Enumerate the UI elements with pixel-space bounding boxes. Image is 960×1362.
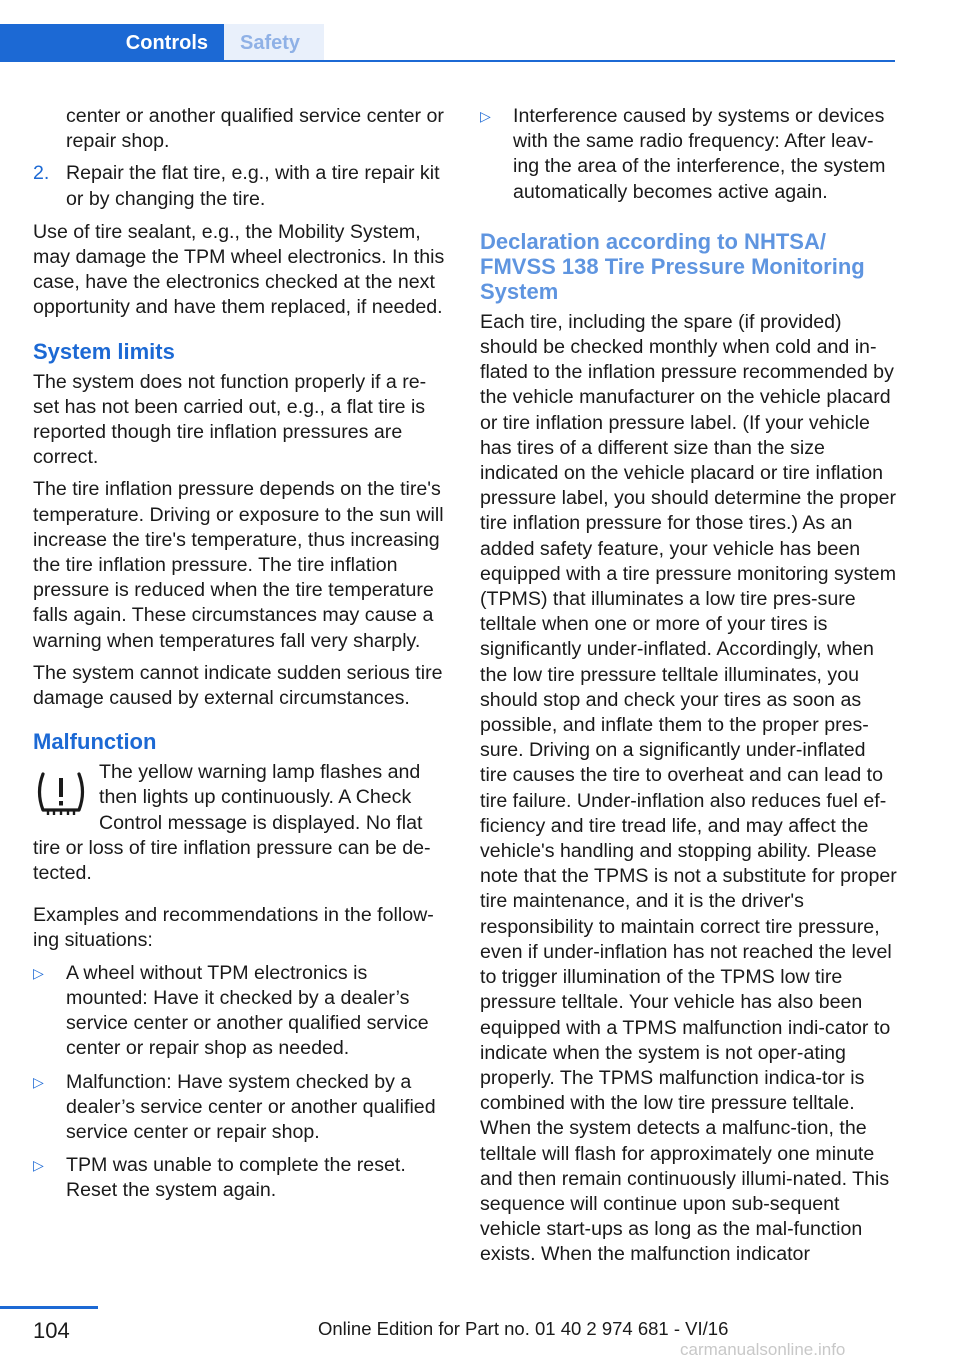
left-column: [33, 104, 451, 1212]
watermark: carmanualsonline.info: [680, 1340, 846, 1359]
paragraph-tire-sealant: Use of tire sealant, e.g., the Mobility System, may damage the TPM wheel electronics. In this case, have the electronics checked at the next opportunity and have them replaced, if needed.: [33, 220, 445, 319]
item-text: Repair the flat tire, e.g., with a tire repair kit or by changing the tire.: [66, 162, 440, 210]
bullet-triangle-icon: ▷: [33, 1073, 44, 1090]
footer-divider: [0, 1306, 98, 1309]
heading-declaration: Declaration according to NHTSA/ FMVSS 138 Tire Pressure Monitoring System: [480, 228, 865, 304]
bullet-text: TPM was unable to complete the reset. Reset the system again.: [66, 1154, 406, 1202]
bullet-triangle-icon: ▷: [480, 108, 491, 124]
bullet-item-2: [33, 1070, 451, 1146]
bullet-item-interference: [480, 104, 898, 205]
right-column: [480, 104, 898, 1275]
bullet-item-3: [33, 1153, 451, 1203]
header-divider: [0, 60, 895, 62]
heading-system-limits: System limits: [33, 338, 175, 364]
paragraph-declaration: Each tire, including the spare (if provided) should be checked monthly when cold and in‐flated to the inflation pressure recommended by the vehicle manufacturer on the vehicle placard or tire inflation pressure label. (If your vehicle has tires of a different size than the size indicated on the vehicle placard or tire inflation pressure label, you should determine the proper tire inflation pressure for those tires.) As an added safety feature, your vehicle has been equipped with a tire pressure monitoring system (TPMS) that illuminates a low tire pres‐sure telltale when one or more of your tires is significantly under-inflated. Accordingly, when the low tire pressure telltale illuminates, you should stop and check your tires as soon as possible, and inflate them to the proper pres‐sure. Driving on a significantly under-inflated tire causes the tire to overheat and can lead to tire failure. Under-inflation also reduces fuel ef‐ficiency and tire tread life, and may affect the vehicle's handling and stopping ability. Please note that the TPMS is not a substitute for proper tire maintenance, and it is the driver's responsibility to maintain correct tire pressure, even if under-inflation has not reached the level to trigger illumination of the TPMS low tire pressure telltale. Your vehicle has also been equipped with a TPMS malfunction indi‐cator to indicate when the system is not oper‐ating properly. The TPMS malfunction indica‐tor is combined with the low tire pressure telltale. When the system detects a malfunc‐tion, the telltale will flash for approximately one minute and then remain continuously illumi‐nated. This sequence will continue upon sub‐sequent vehicle start-ups as long as the mal‐function exists. When the malfunction indicator: [480, 310, 897, 1266]
list-continuation: center or another qualified service center or repair shop.: [66, 105, 444, 153]
tab-controls[interactable]: [0, 24, 224, 62]
paragraph-examples: Examples and recommendations in the follow‐ing situations:: [33, 904, 434, 952]
heading-malfunction: Malfunction: [33, 729, 157, 755]
paragraph-reset: The system does not function properly if a re‐set has not been carried out, e.g., a flat tire is reported though tire inflation pressures are correct.: [33, 370, 427, 469]
edition-text: Online Edition for Part no. 01 40 2 974 681 - VI/16: [318, 1318, 729, 1339]
tire-pressure-warning-icon: [33, 764, 89, 820]
numbered-item-2: [33, 161, 451, 211]
malfunction-block: [33, 760, 451, 893]
bullet-triangle-icon: ▷: [33, 964, 44, 981]
bullet-triangle-icon: ▷: [33, 1157, 44, 1174]
tab-safety-label: Safety: [240, 31, 301, 54]
item-number: 2.: [33, 162, 50, 185]
bullet-item-1: [33, 961, 451, 1062]
paragraph-warning-lamp: The yellow warning lamp flashes and then lights up continuously. A Check Control message is displayed. No flat tire or loss of tire inflation pressure can be de‐tected.: [33, 761, 431, 885]
page-number: 104: [33, 1318, 70, 1343]
bullet-text: A wheel without TPM electronics is mounted: Have it checked by a dealer’s service center or another qualified service center or repair shop as needed.: [66, 961, 429, 1060]
paragraph-sudden-damage: The system cannot indicate sudden serious tire damage caused by external circumstances.: [33, 661, 443, 710]
bullet-text: Interference caused by systems or devices with the same radio frequency: After leav‐ing the area of the interference, the system automatically becomes active again.: [513, 105, 886, 203]
tab-controls-label: Controls: [125, 31, 208, 54]
bullet-text: Malfunction: Have system checked by a dealer’s service center or another qualified service center or repair shop.: [66, 1070, 436, 1143]
tab-safety[interactable]: [224, 24, 324, 62]
paragraph-temperature: The tire inflation pressure depends on the tire's temperature. Driving or exposure to the sun will increase the tire's temperature, thus increasing the tire inflation pressure. The tire inflation pressure is reduced when the tire temperature falls again. These circumstances may cause a warning when temperatures fall very sharply.: [33, 478, 444, 652]
